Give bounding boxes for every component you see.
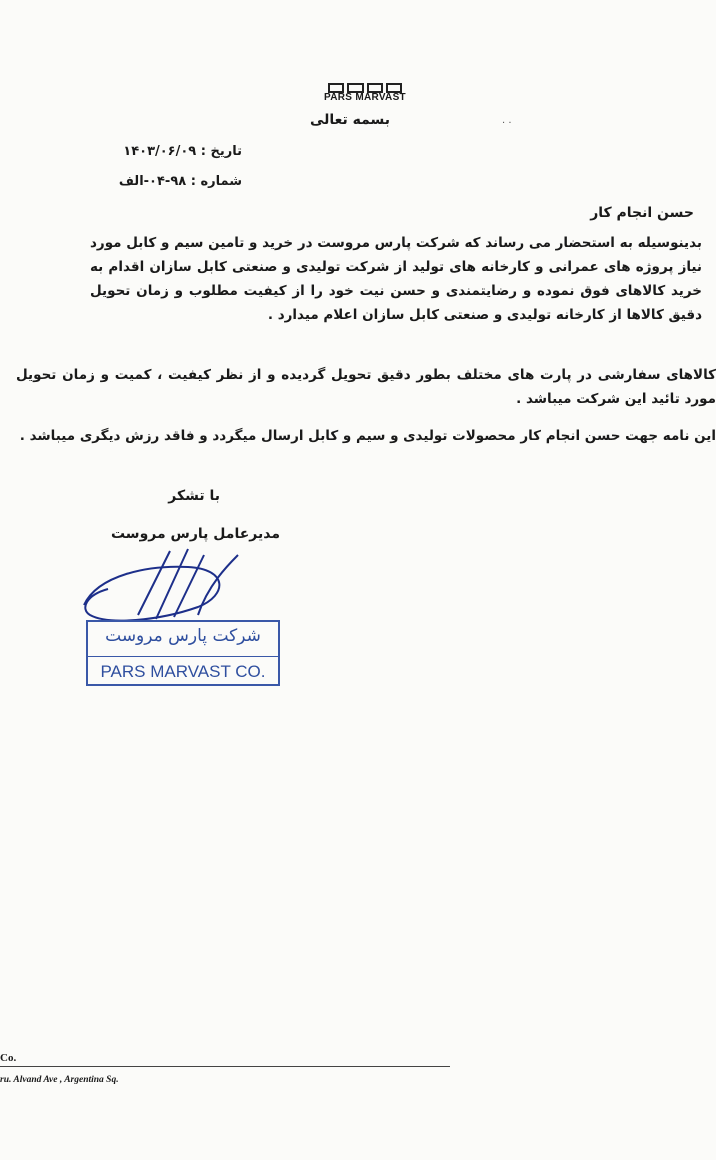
letter-paragraph-1: بدینوسیله به استحضار می رساند که شرکت پارس مروست در خرید و تامین سیم و کابل مورد نیاز پروژه های عمرانی و کارخانه های تولید از شرکت تولیدی و صنعتی کابل سازان اقدام به خرید کالاهای فوق نموده و رضایتمندی و حسن نیت خود را از کیفیت مطلوب و زمان تحویل دقیق کالاها از کارخانه تولیدی و صنعتی کابل سازان اعلام میدارد .	[90, 235, 702, 323]
footer-divider	[0, 1066, 450, 1067]
footer-company: Co.	[0, 1052, 17, 1064]
scan-speck: · ·	[502, 118, 512, 129]
signatory-title: مدیرعامل پارس مروست	[110, 526, 280, 542]
footer-address: ru. Alvand Ave , Argentina Sq.	[0, 1075, 119, 1085]
company-stamp	[86, 620, 280, 686]
stamp-persian-text: شرکت پارس مروست	[105, 626, 261, 646]
letter-date: تاریخ : ۱۴۰۳/۰۶/۰۹	[123, 144, 242, 159]
company-logo-text: PARS MARVAST	[324, 92, 406, 103]
stamp-english-text: PARS MARVAST CO.	[100, 662, 266, 681]
letter-number: شماره : ۹۸-۰۴-الف	[118, 174, 242, 189]
stamp-divider	[88, 656, 278, 657]
letter-recipient: حسن انجام کار	[590, 205, 694, 221]
closing-thanks: با تشکر	[168, 488, 220, 504]
letter-paragraph-2: کالاهای سفارشی در پارت های مختلف بطور دقیق تحویل گردیده و از نظر کیفیت ، کمیت و زمان تحویل مورد تائید این شرکت میباشد .	[16, 367, 716, 407]
letter-paragraph-3: این نامه جهت حسن انجام کار محصولات تولیدی و سیم و کابل ارسال میگردد و فاقد رزش دیگری میباشد .	[19, 428, 716, 444]
basmala: بسمه تعالی	[309, 112, 391, 128]
